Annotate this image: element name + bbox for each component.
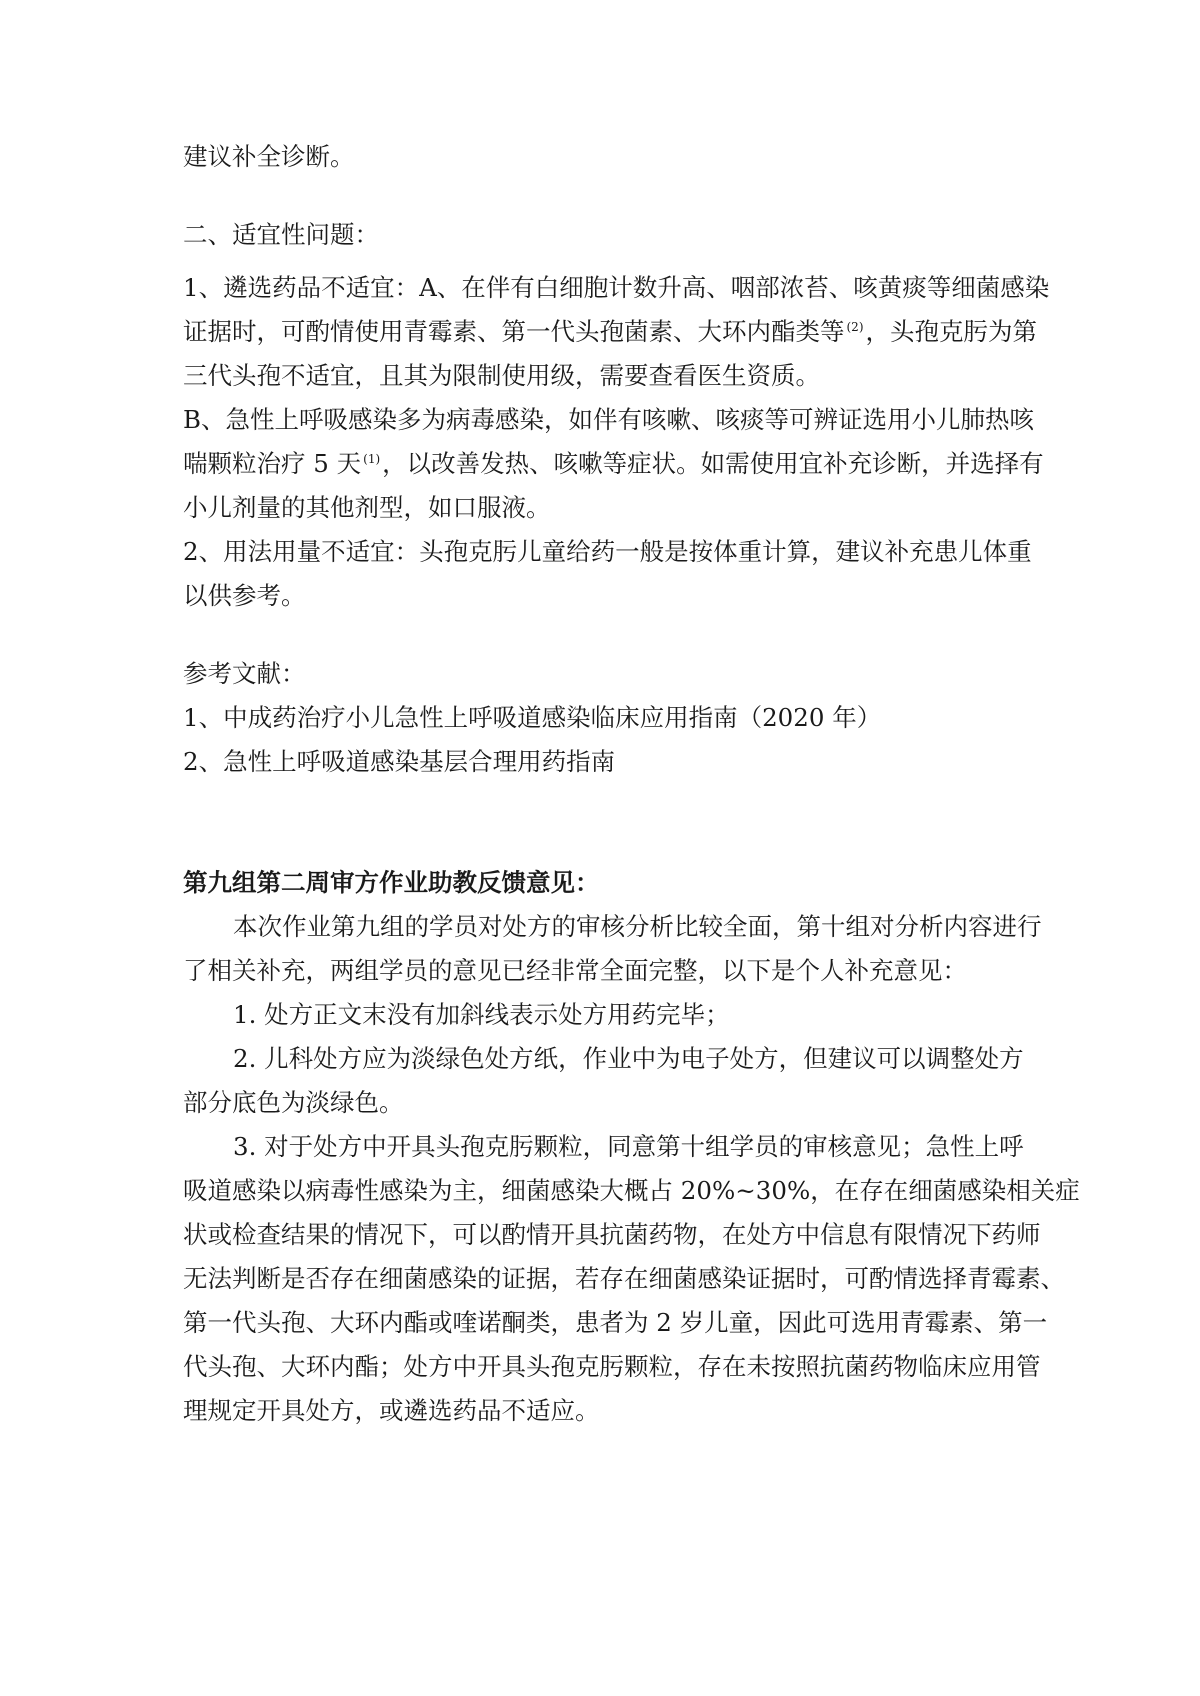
itemB-line2-after: ，以改善发热、咳嗽等症状。如需使用宜补充诊断，并选择有 (382, 449, 1044, 478)
itemB-line3: 小儿剂量的其他剂型，如口服液。 (183, 493, 551, 522)
feedback-para1-line1: 本次作业第九组的学员对处方的审核分析比较全面，第十组对分析内容进行 (233, 912, 1042, 941)
feedback-point2-line1: 2. 儿科处方应为淡绿色处方纸，作业中为电子处方，但建议可以调整处方 (233, 1044, 1024, 1073)
item1-line2 (183, 315, 1037, 349)
intro-line: 建议补全诊断。 (183, 142, 355, 171)
feedback-point3-line: 无法判断是否存在细菌感染的证据，若存在细菌感染证据时，可酌情选择青霉素、 (183, 1264, 1065, 1293)
itemB-line2-before: 喘颗粒治疗 5 天 (183, 449, 362, 478)
section2-heading: 二、适宜性问题： (183, 220, 379, 249)
feedback-heading: 第九组第二周审方作业助教反馈意见： (183, 868, 600, 897)
feedback-point3-line: 状或检查结果的情况下，可以酌情开具抗菌药物，在处方中信息有限情况下药师 (183, 1220, 1041, 1249)
feedback-para1-line2: 了相关补充，两组学员的意见已经非常全面完整，以下是个人补充意见： (183, 956, 967, 985)
feedback-point3-line: 代头孢、大环内酯；处方中开具头孢克肟颗粒，存在未按照抗菌药物临床应用管 (183, 1352, 1041, 1381)
item1-line3: 三代头孢不适宜，且其为限制使用级，需要查看医生资质。 (183, 361, 820, 390)
item2-line2: 以供参考。 (183, 581, 306, 610)
feedback-point3-line: 第一代头孢、大环内酯或喹诺酮类，患者为 2 岁儿童，因此可选用青霉素、第一 (183, 1308, 1048, 1337)
item1-line2-before: 证据时，可酌情使用青霉素、第一代头孢菌素、大环内酯类等 (183, 317, 845, 346)
feedback-point3-line: 理规定开具处方，或遴选药品不适应。 (183, 1396, 600, 1425)
itemB-line1: B、急性上呼吸感染多为病毒感染，如伴有咳嗽、咳痰等可辨证选用小儿肺热咳 (183, 405, 1035, 434)
reference-item: 2、急性上呼吸道感染基层合理用药指南 (183, 747, 616, 776)
feedback-point3-line: 3. 对于处方中开具头孢克肟颗粒，同意第十组学员的审核意见；急性上呼 (233, 1132, 1024, 1161)
item2-line1: 2、用法用量不适宜：头孢克肟儿童给药一般是按体重计算，建议补充患儿体重 (183, 537, 1032, 566)
citation-ref: (1) (363, 451, 381, 466)
feedback-point2-line2: 部分底色为淡绿色。 (183, 1088, 404, 1117)
feedback-point3-line: 吸道感染以病毒性感染为主，细菌感染大概占 20%~30%，在存在细菌感染相关症 (183, 1176, 1080, 1205)
item1-line1: 1、遴选药品不适宜：A、在伴有白细胞计数升高、咽部浓苔、咳黄痰等细菌感染 (183, 273, 1050, 302)
feedback-point1: 1. 处方正文末没有加斜线表示处方用药完毕； (233, 1000, 730, 1029)
item1-line2-after: ，头孢克肟为第 (865, 317, 1037, 346)
citation-ref: (2) (846, 319, 864, 334)
references-heading: 参考文献： (183, 659, 306, 688)
itemB-line2 (183, 447, 1044, 481)
reference-item: 1、中成药治疗小儿急性上呼吸道感染临床应用指南（2020 年） (183, 703, 882, 732)
